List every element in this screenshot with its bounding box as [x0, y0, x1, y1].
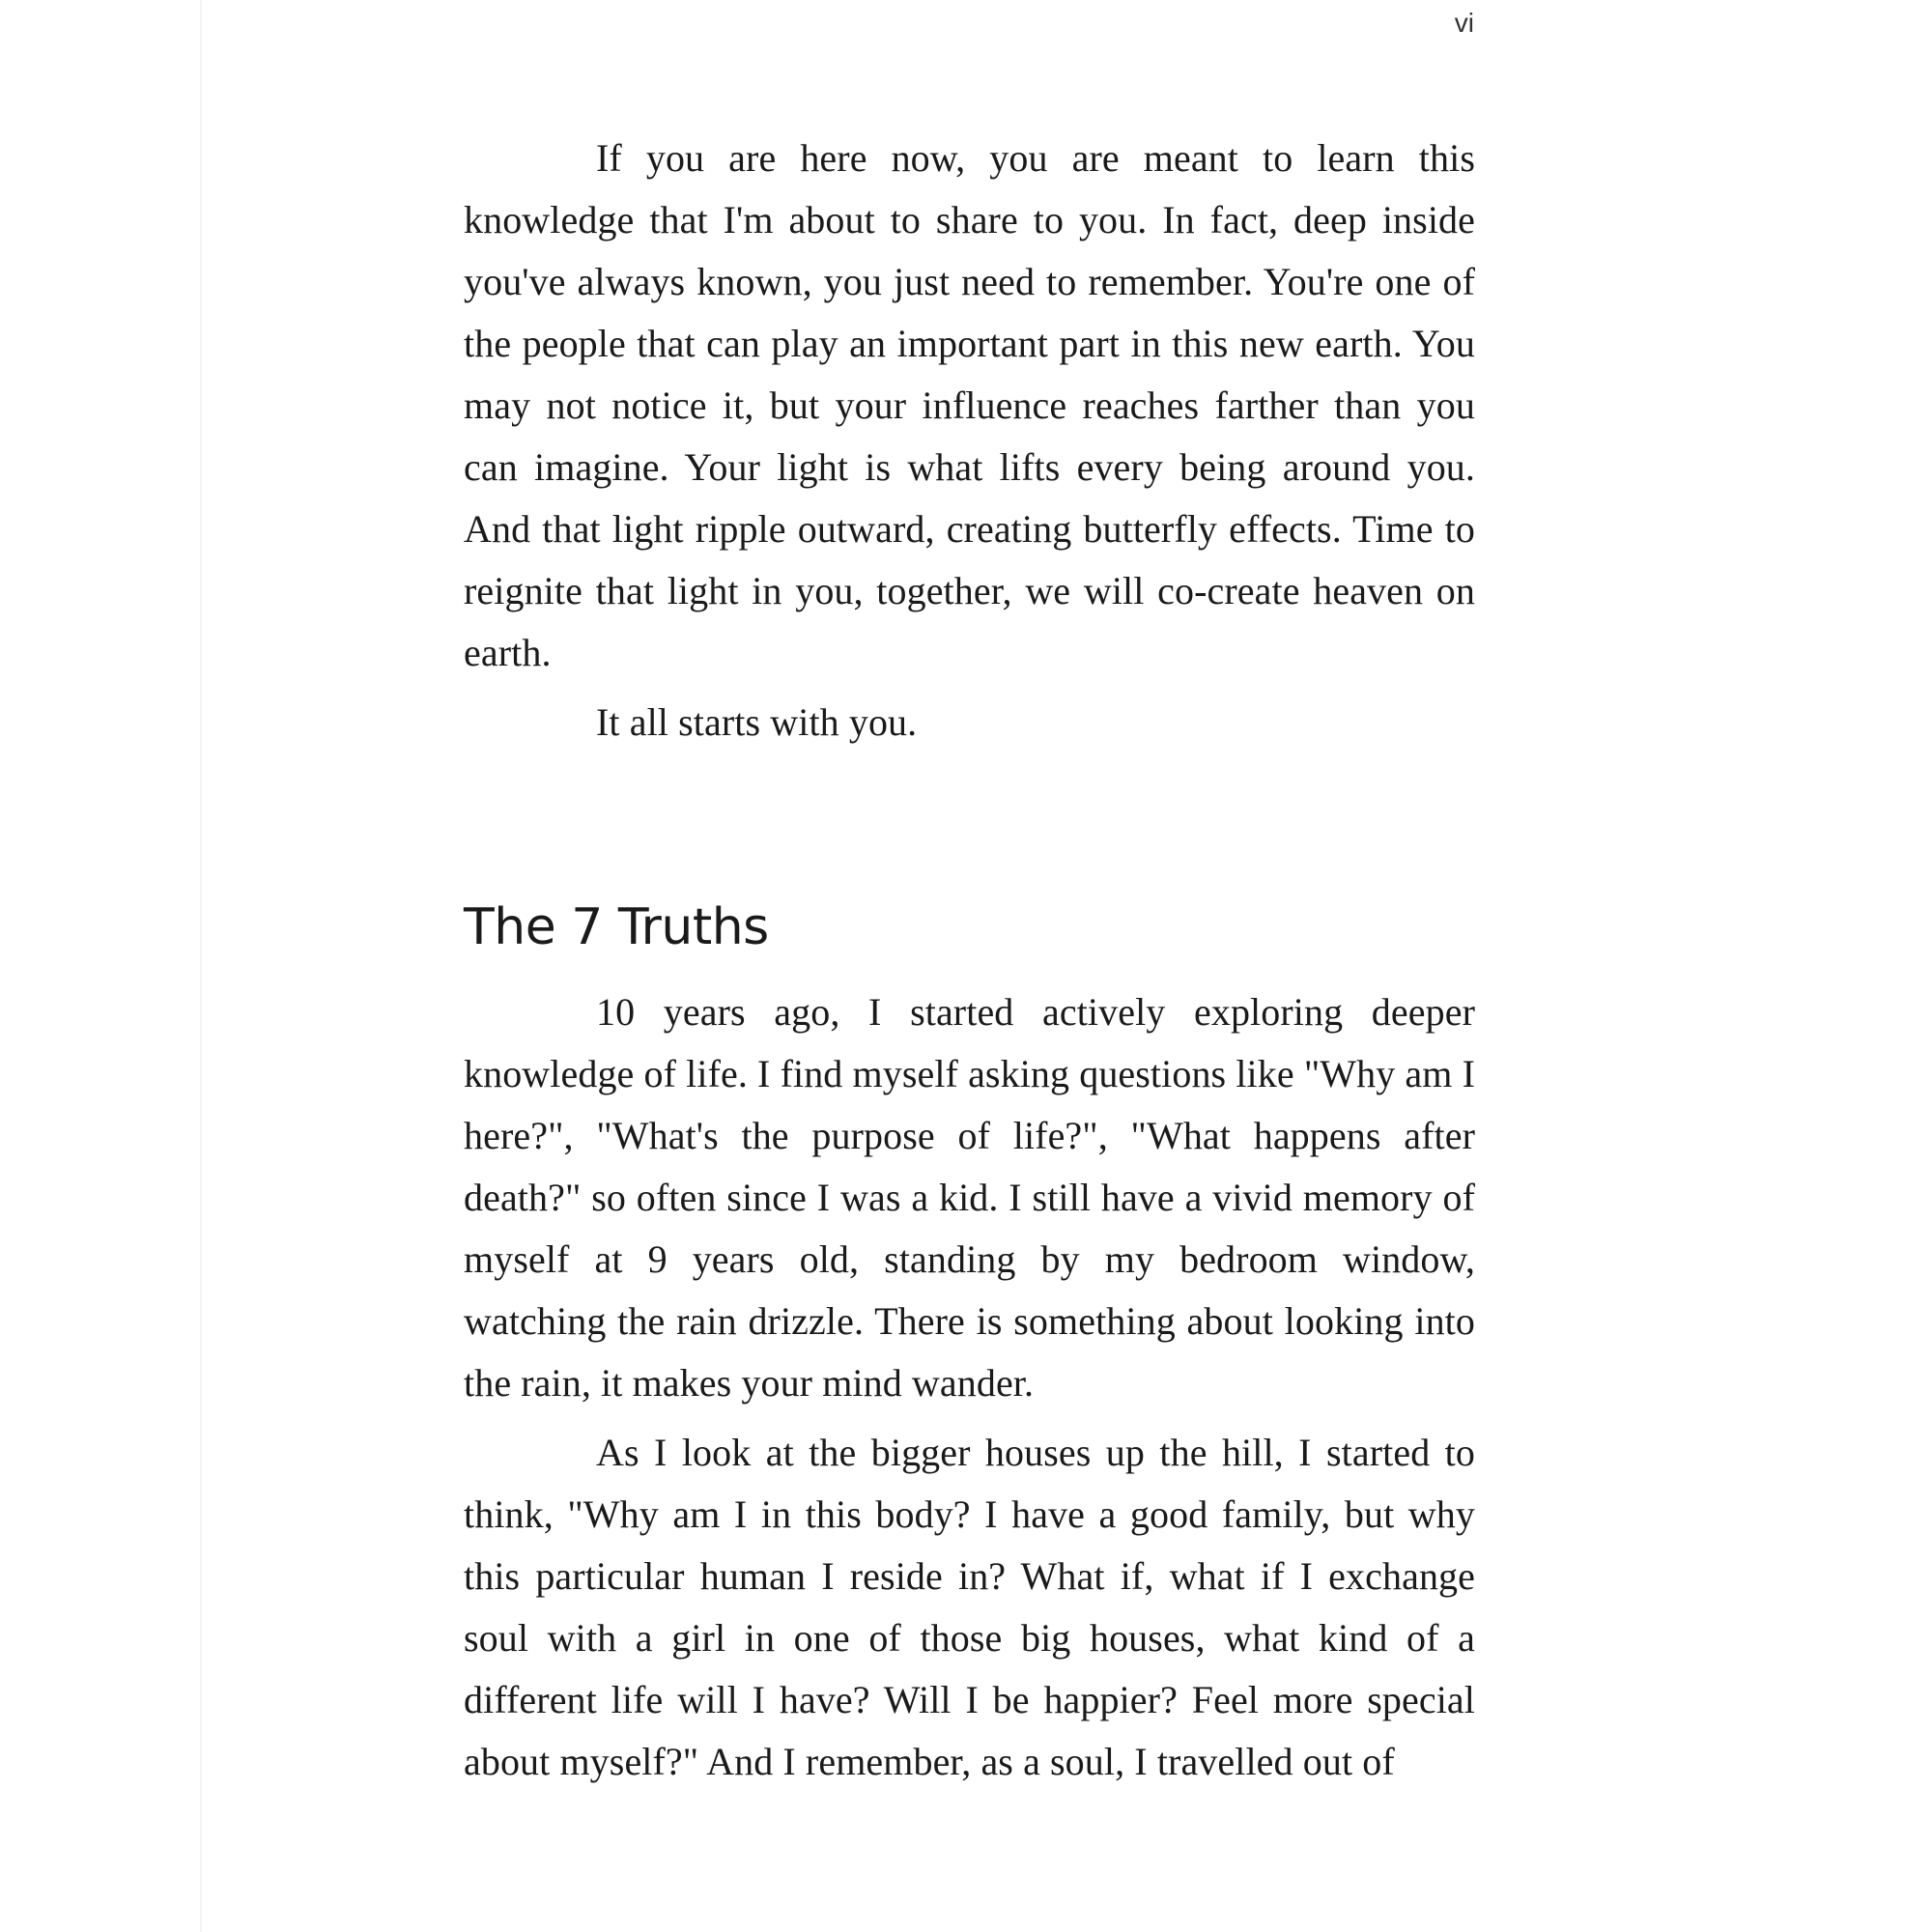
intro-paragraph-1: If you are here now, you are meant to learn this knowledge that I'm about to share to you. In fact, deep inside you've always known, you just need to remember. You're one of the people that can play an important part in this new earth. You may not notice it, but your influence reaches farther than you can imagine. Your light is what lifts every being around you. And that light ripple outward, creating butterfly effects. Time to reignite that light in you, together, we will co-create heaven on earth. — [464, 136, 1475, 674]
chapter-section — [464, 981, 1475, 1793]
section-heading: The 7 Truths — [464, 898, 769, 956]
chapter-paragraph-1: 10 years ago, I started actively exploring deeper knowledge of life. I find myself asking questions like "Why am I here?", "What's the purpose of life?", "What happens after death?" so often since I was a kid. I still have a vivid memory of myself at 9 years old, standing by my bedroom window, watching the rain drizzle. There is something about looking into the rain, it makes your mind wander. — [464, 990, 1475, 1405]
chapter-paragraph-2: As I look at the bigger houses up the hill, I started to think, "Why am I in this body? I have a good family, but why this particular human I reside in? What if, what if I exchange soul with a girl in one of those big houses, what kind of a different life will I have? Will I be happier? Feel more special about myself?" And I remember, as a soul, I travelled out of — [464, 1431, 1475, 1783]
intro-section — [464, 128, 1475, 753]
page-number: vi — [1454, 8, 1474, 38]
intro-paragraph-2: It all starts with you. — [596, 700, 918, 744]
